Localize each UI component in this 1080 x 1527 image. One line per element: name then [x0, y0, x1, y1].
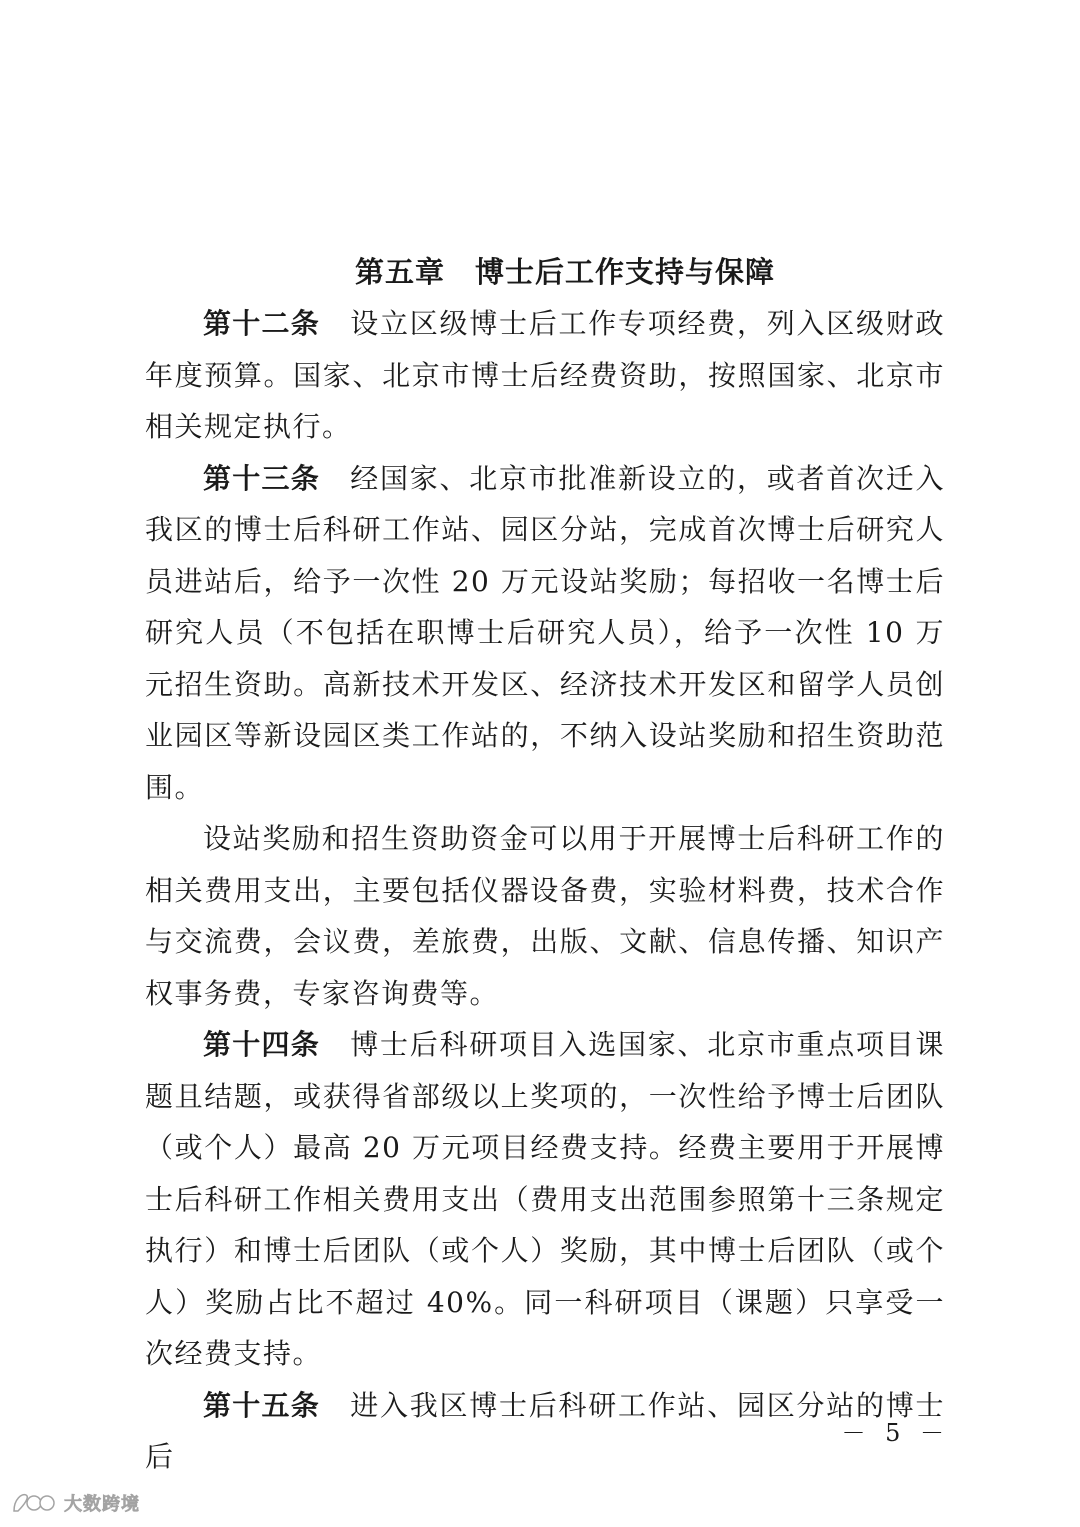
article-text: 博士后科研项目入选国家、北京市重点项目课题且结题，或获得省部级以上奖项的，一次性给予博士后团队（或个人）最高 20 万元项目经费支持。经费主要用于开展博士后科研工作相关费用支出（费用支出范围参照第十三条规定执行）和博士后团队（或个人）奖励，其中博士后团队（或个人）奖励占比不超过 40%。同一科研项目（课题）只享受一次经费支持。: [145, 1028, 945, 1370]
article-13: [145, 453, 945, 814]
document-body: [145, 298, 945, 1483]
article-label: 第十三条: [203, 461, 320, 495]
article-13-paragraph-2: 设站奖励和招生资助资金可以用于开展博士后科研工作的相关费用支出，主要包括仪器设备费，实验材料费，技术合作与交流费，会议费，差旅费，出版、文献、信息传播、知识产权事务费，专家咨询费等。: [145, 822, 945, 1010]
article-label: 第十四条: [203, 1028, 320, 1061]
article-label: 第十二条: [203, 307, 320, 340]
article-14: [145, 1019, 945, 1380]
logo-icon: [10, 1489, 56, 1517]
chapter-title: 第五章 博士后工作支持与保障: [354, 255, 775, 289]
watermark-text: 大数跨境: [64, 1494, 140, 1515]
article-15: [145, 1380, 945, 1483]
article-text: 经国家、北京市批准新设立的，或者首次迁入我区的博士后科研工作站、园区分站，完成首次博士后研究人员进站后，给予一次性 20 万元设站奖励；每招收一名博士后研究人员（不包括在职博士后研究人员），给予一次性 10 万元招生资助。高新技术开发区、经济技术开发区和留学人员创业园区等新设园区类工作站的，不纳入设站奖励和招生资助范围。: [145, 461, 945, 804]
article-12: [145, 298, 945, 453]
watermark: [10, 1488, 140, 1518]
article-text: 设立区级博士后工作专项经费，列入区级财政年度预算。国家、北京市博士后经费资助，按照国家、北京市相关规定执行。: [145, 307, 945, 443]
article-text: 进入我区博士后科研工作站、园区分站的博士后: [145, 1388, 945, 1473]
page-number: － 5 －: [841, 1419, 950, 1447]
article-label: 第十五条: [203, 1388, 320, 1422]
